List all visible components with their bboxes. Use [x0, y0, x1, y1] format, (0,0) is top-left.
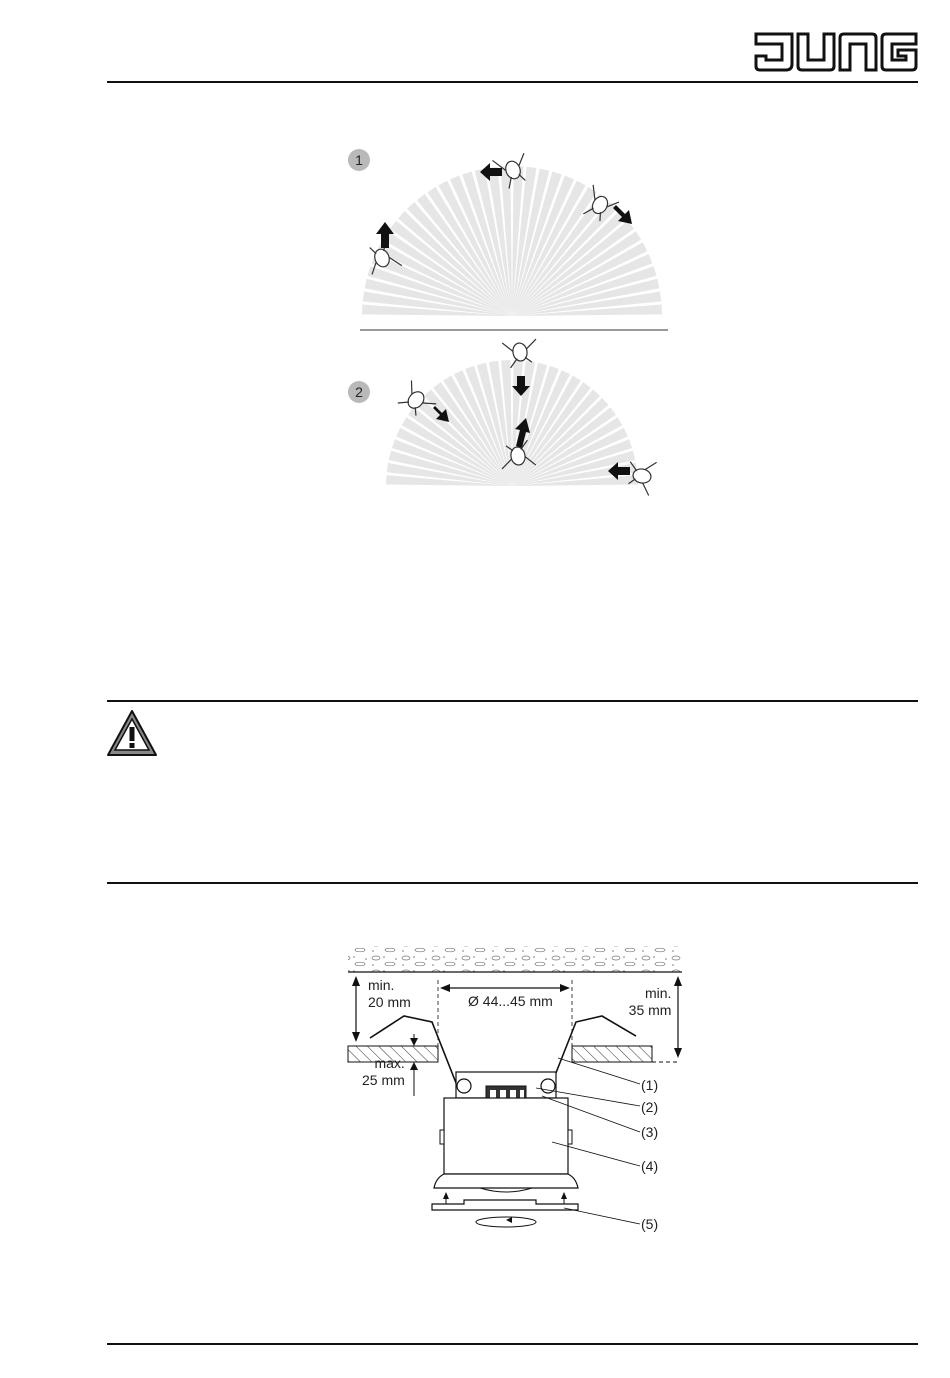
dim-label-max25-line1: max.: [374, 1055, 405, 1071]
jung-logo: [752, 30, 920, 74]
warning-rule-bottom: [107, 882, 918, 884]
logo-text: JUNG: [836, 60, 839, 61]
callout-5: (5): [641, 1216, 659, 1232]
concrete-ceiling: [348, 946, 682, 972]
detector-housing: [444, 1098, 568, 1174]
dim-label-min20-line2: 20 mm: [368, 994, 411, 1010]
detection-fans: [330, 130, 690, 510]
cover-plate: [432, 1200, 578, 1210]
callout-4: (4): [641, 1158, 659, 1174]
callout-3: (3): [641, 1124, 659, 1140]
callout-2: (2): [641, 1099, 659, 1115]
dim-label-min35-line2: 35 mm: [628, 1002, 672, 1018]
warning-rule-top: [107, 700, 918, 702]
dim-label-max25: [362, 1055, 405, 1089]
header-rule: [107, 81, 918, 83]
dim-label-min20-line1: min.: [368, 977, 395, 993]
dim-label-max25-line2: 25 mm: [362, 1072, 405, 1088]
dim-label-min35: [627, 985, 671, 1019]
dim-label-min20: [368, 977, 411, 1011]
callout-1: (1): [641, 1077, 659, 1093]
warning-triangle-icon: [106, 708, 158, 758]
figure-badge-2: 2: [348, 381, 370, 403]
dim-label-min35-line1: min.: [645, 985, 672, 1001]
fan-lower: [386, 360, 638, 486]
ceiling-panel-right: [572, 1046, 652, 1062]
footer-rule: [107, 1343, 918, 1345]
dim-label-diameter: Ø 44...45 mm: [468, 993, 553, 1009]
figure-badge-1: 1: [348, 149, 370, 171]
fan-upper: [362, 166, 662, 316]
